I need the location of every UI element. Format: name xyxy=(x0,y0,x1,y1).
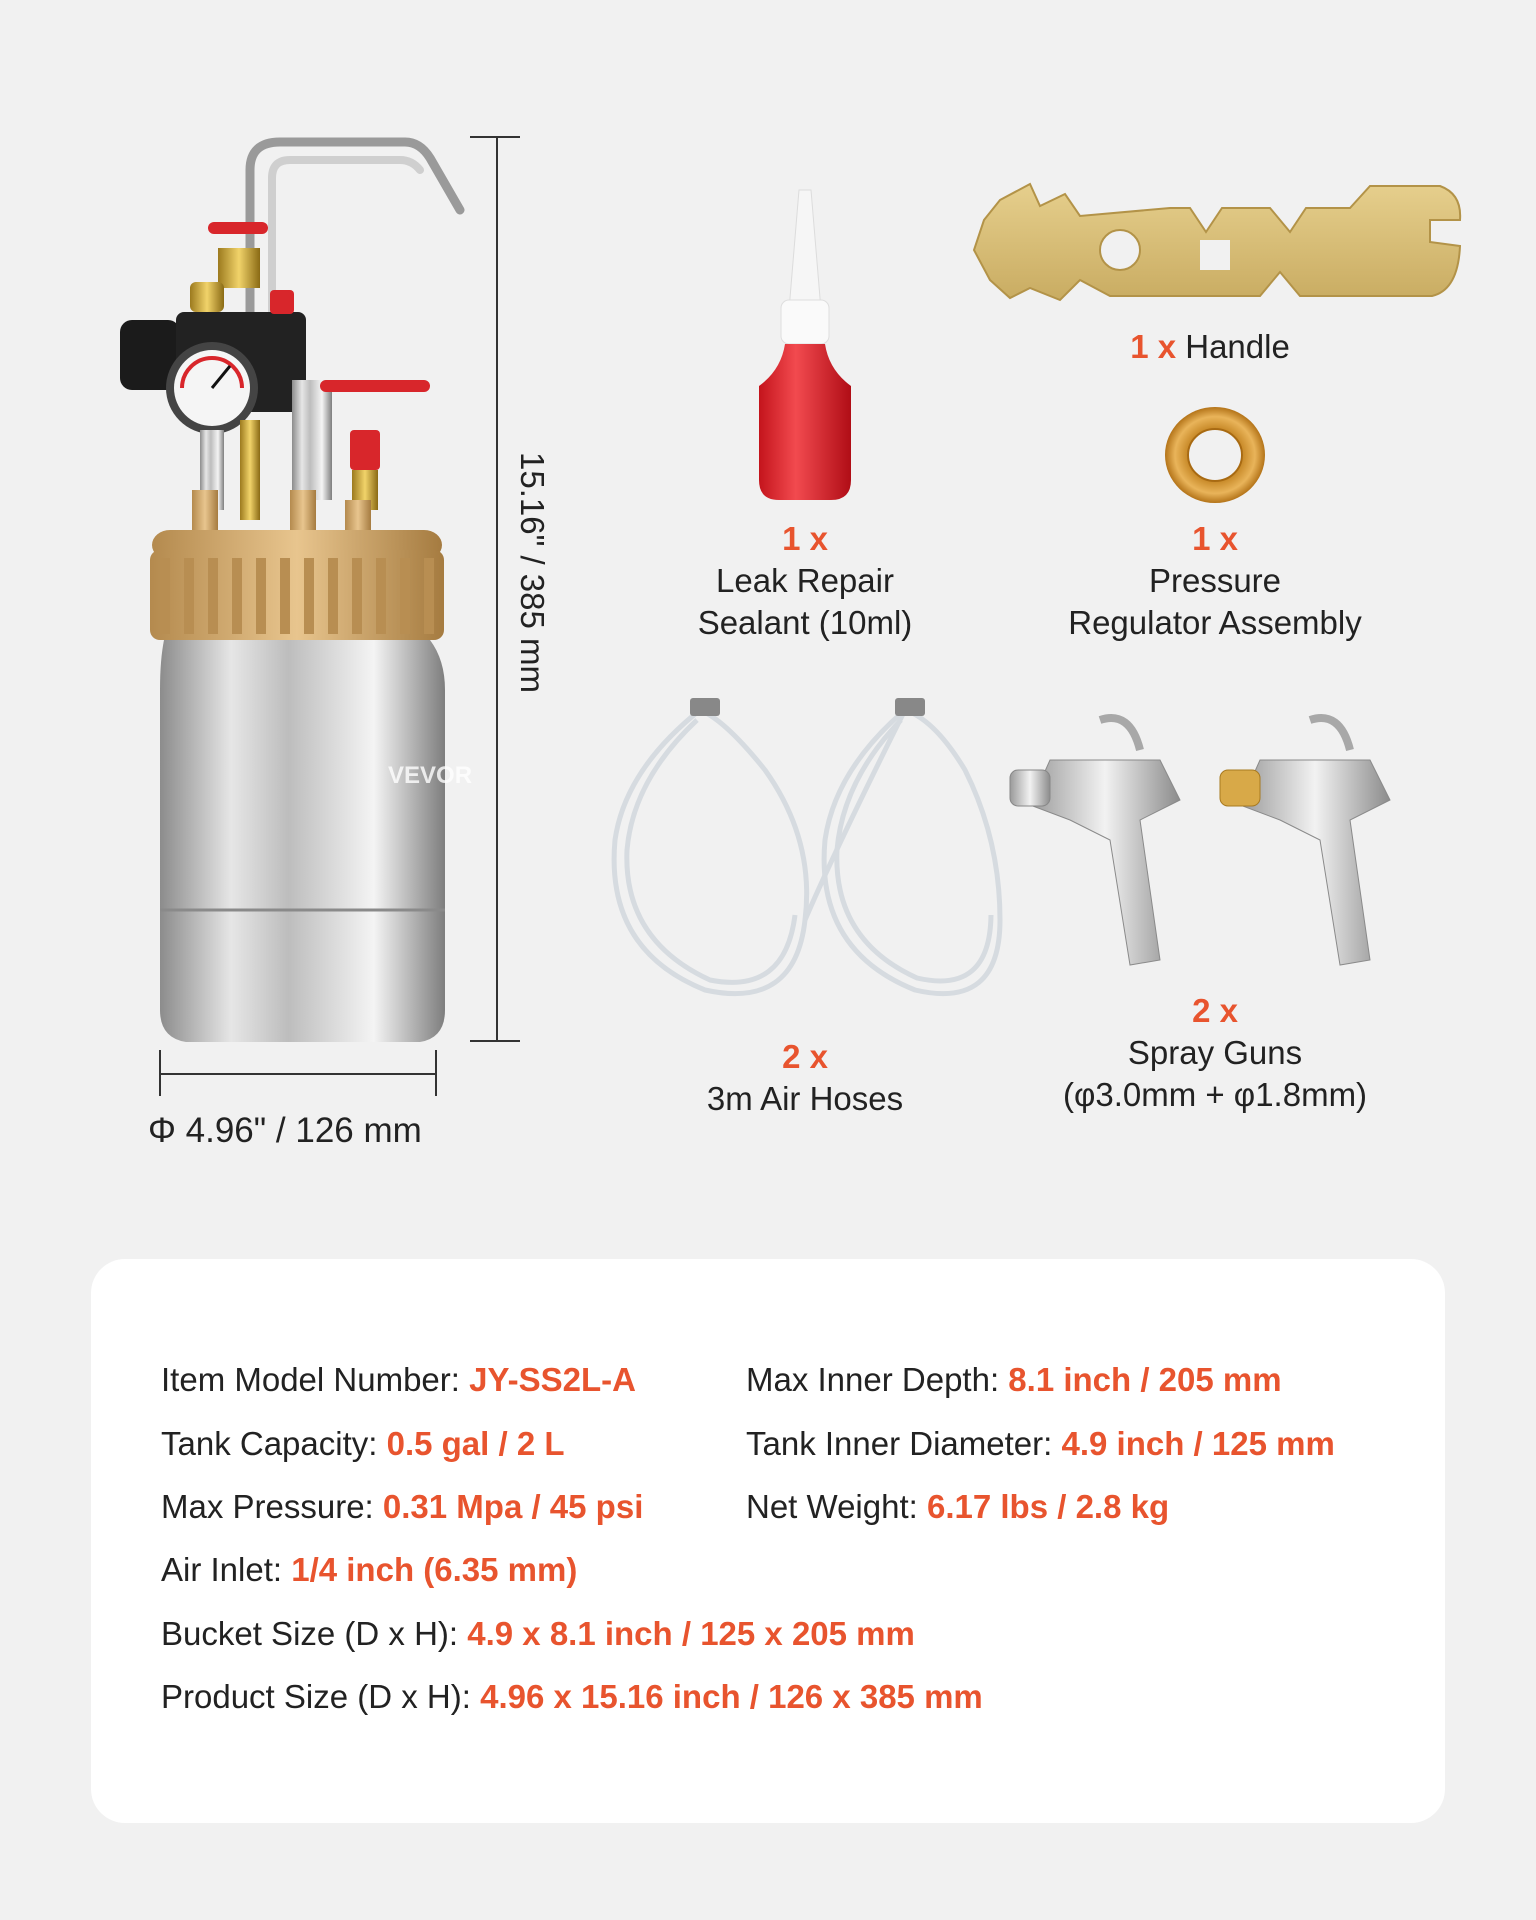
guns-qty: 2 x xyxy=(1192,992,1238,1029)
diameter-dimension-right-tick xyxy=(435,1050,437,1096)
spec-bucket-size: Bucket Size (D x H): 4.9 x 8.1 inch / 125 x 205 mm xyxy=(161,1615,915,1652)
sealant-name-line1: Leak Repair xyxy=(716,562,894,599)
spec-capacity: Tank Capacity: 0.5 gal / 2 L xyxy=(161,1425,565,1462)
spray-guns-image xyxy=(1010,710,1430,980)
height-dimension-label: 15.16" / 385 mm xyxy=(514,452,551,694)
sealant-label xyxy=(660,518,950,644)
brand-watermark: VEVOR xyxy=(388,762,473,789)
regulator-name-line1: Pressure xyxy=(1148,562,1282,599)
guns-name-line1: Spray Guns xyxy=(1127,1034,1303,1071)
handle-name: Handle xyxy=(1185,328,1290,365)
diameter-dimension-label: Φ 4.96" / 126 mm xyxy=(148,1111,422,1150)
spec-inner-diameter: Tank Inner Diameter: 4.9 inch / 125 mm xyxy=(746,1425,1335,1462)
spec-pressure: Max Pressure: 0.31 Mpa / 45 psi xyxy=(161,1488,644,1525)
handle-label xyxy=(1000,326,1420,368)
hoses-qty: 2 x xyxy=(782,1038,828,1075)
spec-inner-depth: Max Inner Depth: 8.1 inch / 205 mm xyxy=(746,1361,1282,1398)
regulator-qty: 1 x xyxy=(1192,520,1238,557)
height-dimension-bottom-tick xyxy=(470,1040,520,1042)
height-dimension-line xyxy=(496,136,498,1040)
regulator-name-line2: Regulator Assembly xyxy=(1068,604,1362,641)
spray-guns-label xyxy=(1020,990,1410,1116)
hoses-name: 3m Air Hoses xyxy=(706,1080,904,1117)
regulator-ring-image xyxy=(1163,405,1267,505)
diameter-dimension-line xyxy=(159,1073,437,1075)
sealant-qty: 1 x xyxy=(782,520,828,557)
spec-product-size: Product Size (D x H): 4.96 x 15.16 inch / 126 x 385 mm xyxy=(161,1678,983,1715)
wrench-handle-image xyxy=(970,180,1462,305)
spec-model: Item Model Number: JY-SS2L-A xyxy=(161,1361,636,1398)
pressure-tank-image xyxy=(120,130,480,1050)
air-hoses-image xyxy=(605,690,1005,1020)
handle-qty: 1 x xyxy=(1130,328,1177,365)
specifications-card xyxy=(91,1259,1445,1823)
spec-net-weight: Net Weight: 6.17 lbs / 2.8 kg xyxy=(746,1488,1170,1525)
regulator-label xyxy=(1020,518,1410,644)
hoses-label xyxy=(660,1036,950,1120)
sealant-bottle-image xyxy=(755,190,855,500)
height-dimension-top-tick xyxy=(470,136,520,138)
sealant-name-line2: Sealant (10ml) xyxy=(697,604,913,641)
guns-name-line2: (φ3.0mm + φ1.8mm) xyxy=(1062,1076,1368,1113)
spec-air-inlet: Air Inlet: 1/4 inch (6.35 mm) xyxy=(161,1551,578,1588)
